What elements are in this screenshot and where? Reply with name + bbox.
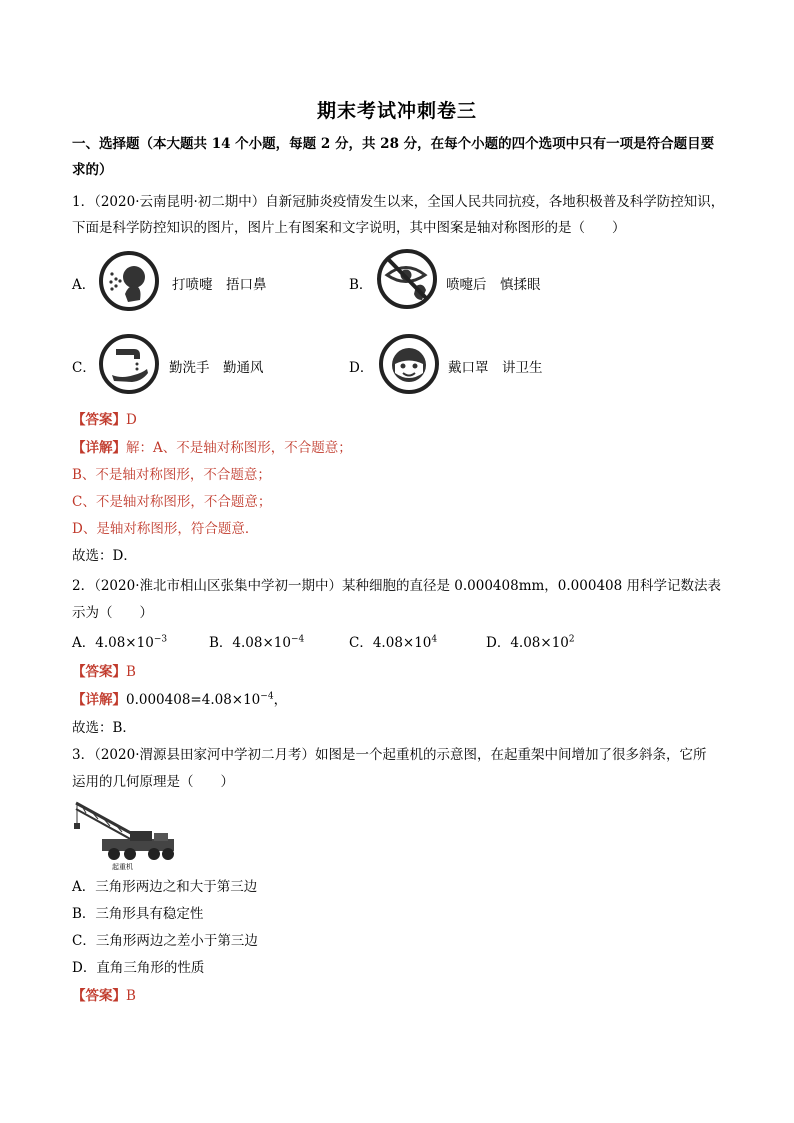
q2-option-d-exp: 2 — [568, 634, 575, 645]
q3-stem-line2: 运用的几何原理是（ ） — [72, 774, 234, 790]
section-heading-line1: 一、选择题（本大题共 14 个小题，每题 2 分，共 28 分，在每个小题的四个选项中只有一项是符合题目要 — [72, 136, 715, 152]
q3-option-a[interactable]: A．三角形两边之和大于第三边 — [72, 879, 258, 895]
q2-option-b-label: B． — [209, 635, 233, 651]
q3-answer-tag: 【答案】 — [72, 988, 126, 1004]
q1-option-c-text: 勤洗手 勤通风 — [169, 360, 264, 376]
mask-face-icon — [378, 333, 440, 395]
q1-conclusion: 故选：D． — [72, 548, 137, 564]
eye-no-rub-icon — [376, 248, 438, 310]
q1-answer: D — [126, 412, 137, 428]
q1-option-d-label[interactable]: D． — [349, 360, 374, 376]
section-heading-line2: 求的） — [72, 162, 113, 178]
q1-answer-tag: 【答案】 — [72, 412, 126, 428]
q2-option-b-base: 4.08×10 — [232, 635, 291, 651]
q1-option-b-text: 喷嚏后 慎揉眼 — [446, 277, 541, 293]
q2-detail-end: ， — [273, 692, 288, 708]
q2-option-a-base: 4.08×10 — [95, 635, 154, 651]
q2-detail-tag: 【详解】 — [72, 692, 126, 708]
q2-answer: B — [126, 664, 136, 680]
crane-image — [72, 797, 180, 863]
q2-option-a-label: A． — [72, 635, 96, 651]
q1-detail-line4: D、是轴对称图形，符合题意． — [72, 521, 259, 537]
q2-stem-line2: 示为（ ） — [72, 605, 153, 621]
q1-detail-line1: 解：A、不是轴对称图形，不合题意； — [126, 440, 352, 456]
q3-option-b[interactable]: B．三角形具有稳定性 — [72, 906, 204, 922]
q2-option-c-label: C． — [349, 635, 373, 651]
q2-option-a[interactable] — [72, 633, 167, 653]
q1-detail-tag: 【详解】 — [72, 440, 126, 456]
q2-option-a-exp: −3 — [153, 634, 168, 645]
q2-detail-exp: −4 — [260, 691, 274, 702]
page-title: 期末考试冲刺卷三 — [316, 100, 477, 122]
q2-option-c-exp: 4 — [431, 634, 438, 645]
q3-answer: B — [126, 988, 136, 1004]
q2-option-d[interactable] — [486, 633, 575, 653]
q3-option-d[interactable]: D．直角三角形的性质 — [72, 960, 205, 976]
q2-option-d-label: D． — [486, 635, 511, 651]
q2-stem-line1: 2．（2020·淮北市相山区张集中学初一期中）某种细胞的直径是 0.000408mm，0.000408 用科学记数法表 — [72, 578, 722, 594]
q2-conclusion: 故选：B． — [72, 720, 136, 736]
q2-detail-base: 0.000408=4.08×10 — [126, 692, 261, 708]
q2-answer-tag: 【答案】 — [72, 664, 126, 680]
q2-option-d-base: 4.08×10 — [510, 635, 569, 651]
crane-caption: 起重机 — [112, 863, 133, 871]
q3-stem-line1: 3．（2020·渭源县田家河中学初二月考）如图是一个起重机的示意图，在起重架中间增加了很多斜条，它所 — [72, 747, 707, 763]
q2-option-b[interactable] — [209, 633, 304, 653]
q2-option-b-exp: −4 — [290, 634, 305, 645]
q1-stem-line1: 1．（2020·云南昆明·初二期中）自新冠肺炎疫情发生以来，全国人民共同抗疫，各地积极普及科学防控知识， — [72, 194, 725, 210]
q1-detail-line2: B、不是轴对称图形，不合题意； — [72, 467, 271, 483]
q1-option-c-label[interactable]: C． — [72, 360, 96, 376]
q2-option-c[interactable] — [349, 633, 437, 653]
q1-option-d-text: 戴口罩 讲卫生 — [448, 360, 543, 376]
sneeze-icon — [98, 250, 160, 312]
q2-option-c-base: 4.08×10 — [372, 635, 432, 651]
q1-option-a-text: 打喷嚏 捂口鼻 — [172, 277, 267, 293]
q1-option-a-label[interactable]: A． — [72, 277, 96, 293]
q3-option-c[interactable]: C．三角形两边之差小于第三边 — [72, 933, 258, 949]
q1-detail-line3: C、不是轴对称图形，不合题意； — [72, 494, 272, 510]
handwash-icon — [98, 333, 160, 395]
q1-option-b-label[interactable]: B． — [349, 277, 373, 293]
q1-stem-line2: 下面是科学防控知识的图片，图片上有图案和文字说明，其中图案是轴对称图形的是（ ） — [72, 220, 626, 236]
